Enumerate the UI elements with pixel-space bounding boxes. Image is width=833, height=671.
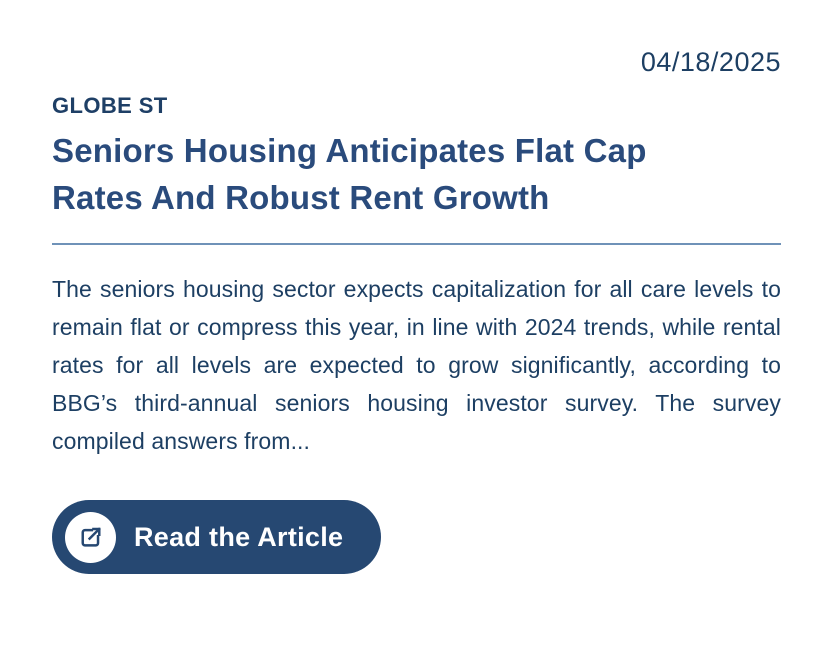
- source-label: GLOBE ST: [52, 93, 168, 118]
- article-excerpt: The seniors housing sector expects capitalization for all care levels to remain flat or compress this year, in line with 2024 trends, while rental rates for all levels are expected to grow significantly, according to BBG’s third-annual seniors housing investor survey. The survey compiled answers from...: [52, 276, 781, 454]
- divider: [52, 243, 781, 245]
- read-article-button[interactable]: [52, 500, 381, 574]
- read-article-label: Read the Article: [134, 521, 344, 552]
- article-headline: Seniors Housing Anticipates Flat Cap Rates And Robust Rent Growth: [52, 132, 647, 216]
- article-date: 04/18/2025: [640, 47, 781, 77]
- article-card: [0, 46, 833, 671]
- external-link-icon: [65, 512, 116, 563]
